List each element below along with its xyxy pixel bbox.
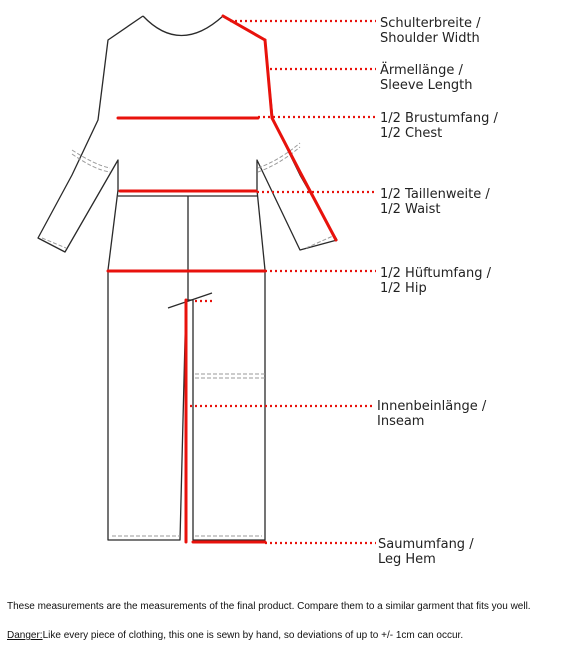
final-product-note: These measurements are the measurements of the final product. Compare them to a similar garment that fits you well. xyxy=(7,601,531,612)
label-shoulder-width xyxy=(380,16,480,46)
measurement-lines xyxy=(108,16,336,542)
label-sleeve-length xyxy=(380,63,473,93)
label-line-de: Schulterbreite / xyxy=(380,16,481,31)
label-line-en: Leg Hem xyxy=(378,552,436,567)
label-line-de: Saumumfang / xyxy=(378,537,474,552)
label-line-de: 1/2 Taillenweite / xyxy=(380,187,490,202)
label-leg-hem xyxy=(378,537,474,567)
leader-lines xyxy=(190,21,376,543)
danger-label: Danger: xyxy=(7,630,43,641)
label-line-en: 1/2 Chest xyxy=(380,126,443,141)
label-line-de: Innenbeinlänge / xyxy=(377,399,487,414)
label-line-de: 1/2 Brustumfang / xyxy=(380,111,498,126)
danger-note xyxy=(7,630,463,641)
label-line-de: Ärmellänge / xyxy=(380,63,463,78)
label-line-de: 1/2 Hüftumfang / xyxy=(380,266,491,281)
label-line-en: Sleeve Length xyxy=(380,78,473,93)
label-waist xyxy=(380,187,490,217)
label-inseam xyxy=(377,399,486,429)
label-line-en: Inseam xyxy=(377,414,425,429)
label-hip xyxy=(380,266,491,296)
label-line-en: 1/2 Hip xyxy=(380,281,427,296)
danger-text: Like every piece of clothing, this one is sewn by hand, so deviations of up to +/- 1cm can occur. xyxy=(42,630,464,641)
label-line-en: Shoulder Width xyxy=(380,31,480,46)
label-line-en: 1/2 Waist xyxy=(380,202,441,217)
shoulder-measure-line xyxy=(223,16,265,40)
label-chest xyxy=(380,111,498,141)
